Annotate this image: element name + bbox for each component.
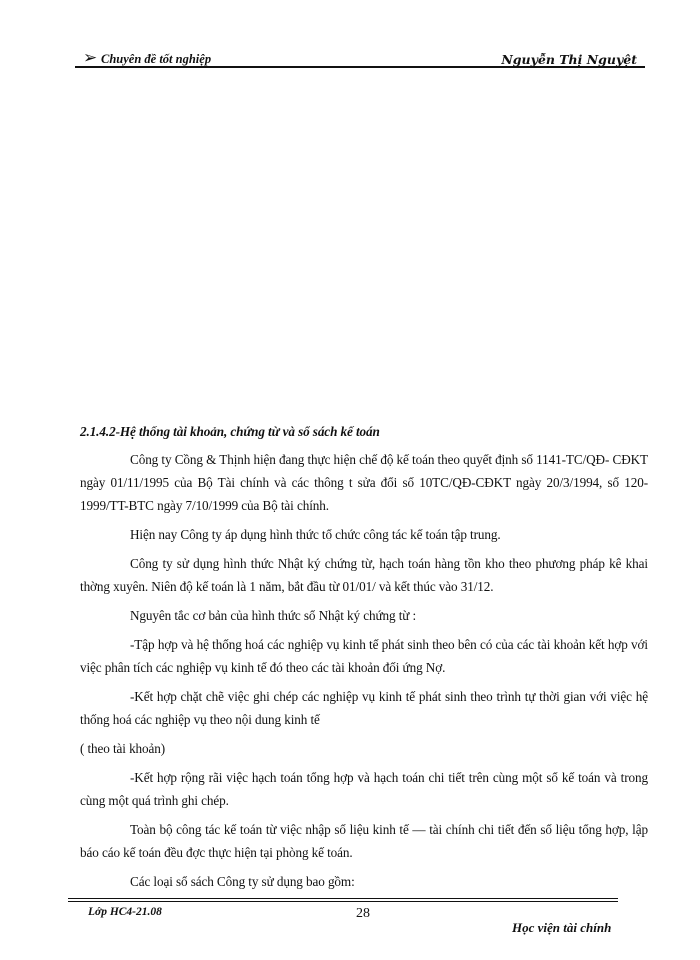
footer-rule-top bbox=[68, 898, 618, 899]
footer-class-label: Lớp HC4-21.08 bbox=[88, 906, 162, 918]
paragraph-books-intro: Các loại sổ sách Công ty sử dụng bao gồm: bbox=[130, 874, 355, 889]
paragraph-organization-form: Hiện nay Công ty áp dụng hình thức tổ chức công tác kế toán tập trung. bbox=[130, 527, 501, 542]
paragraph-principle-2-note: ( theo tài khoản) bbox=[80, 741, 166, 756]
paragraph-journal-form: Công ty sử dụng hình thức Nhật ký chứng từ, hạch toán hàng tồn kho theo phương pháp kê khai thờng xuyên. Niên độ kế toán là 1 năm, bắt đầu từ 01/01/ và kết thúc vào 31/12. bbox=[80, 556, 648, 594]
paragraph-centralized-work: Toàn bộ công tác kế toán từ việc nhập số liệu kinh tế — tài chính chi tiết đến số liệu tổng hợp, lập báo cáo kế toán đều đợc thực hiện tại phòng kế toán. bbox=[80, 822, 648, 860]
arrow-bullet-icon: ➢ bbox=[83, 48, 98, 67]
paragraph-principle-3: -Kết hợp rộng rãi việc hạch toán tổng hợp và hạch toán chi tiết trên cùng một sổ kế toán và trong cùng một quá trình ghi chép. bbox=[80, 770, 648, 808]
paragraph-accounting-regime: Công ty Cồng & Thịnh hiện đang thực hiện chế độ kế toán theo quyết định số 1141-TC/QĐ- CĐKT ngày 01/11/1995 của Bộ Tài chính và các thông t sửa đổi số 10TC/QĐ-CĐKT ngày 20/3/1994, số 120-1999/TT-BTC ngày 7/10/1999 của Bộ tài chính. bbox=[80, 452, 648, 513]
paragraph-principle-1: -Tập hợp và hệ thống hoá các nghiệp vụ kinh tế phát sinh theo bên có của các tài khoản kết hợp với việc phân tích các nghiệp vụ kinh tế đó theo các tài khoản đối ứng Nợ. bbox=[80, 637, 648, 675]
footer-institution: Học viện tài chính bbox=[512, 920, 612, 935]
document-body bbox=[80, 420, 648, 899]
header-rule bbox=[75, 66, 645, 68]
page-number: 28 bbox=[356, 906, 370, 921]
paragraph-principle-2: -Kết hợp chặt chẽ việc ghi chép các nghiệp vụ kinh tế phát sinh theo trình tự thời gian với việc hệ thống hoá các nghiệp vụ theo nội dung kinh tế bbox=[80, 689, 648, 727]
header-title: Chuyên đề tốt nghiệp bbox=[101, 52, 212, 66]
header-author: Nguyễn Thị Nguyệt bbox=[501, 52, 637, 67]
section-heading: 2.1.4.2-Hệ thống tài khoản, chứng từ và sổ sách kế toán bbox=[80, 424, 380, 439]
paragraph-principles-intro: Nguyên tắc cơ bản của hình thức sổ Nhật ký chứng từ : bbox=[130, 608, 417, 623]
footer-rule-bottom bbox=[68, 901, 618, 902]
